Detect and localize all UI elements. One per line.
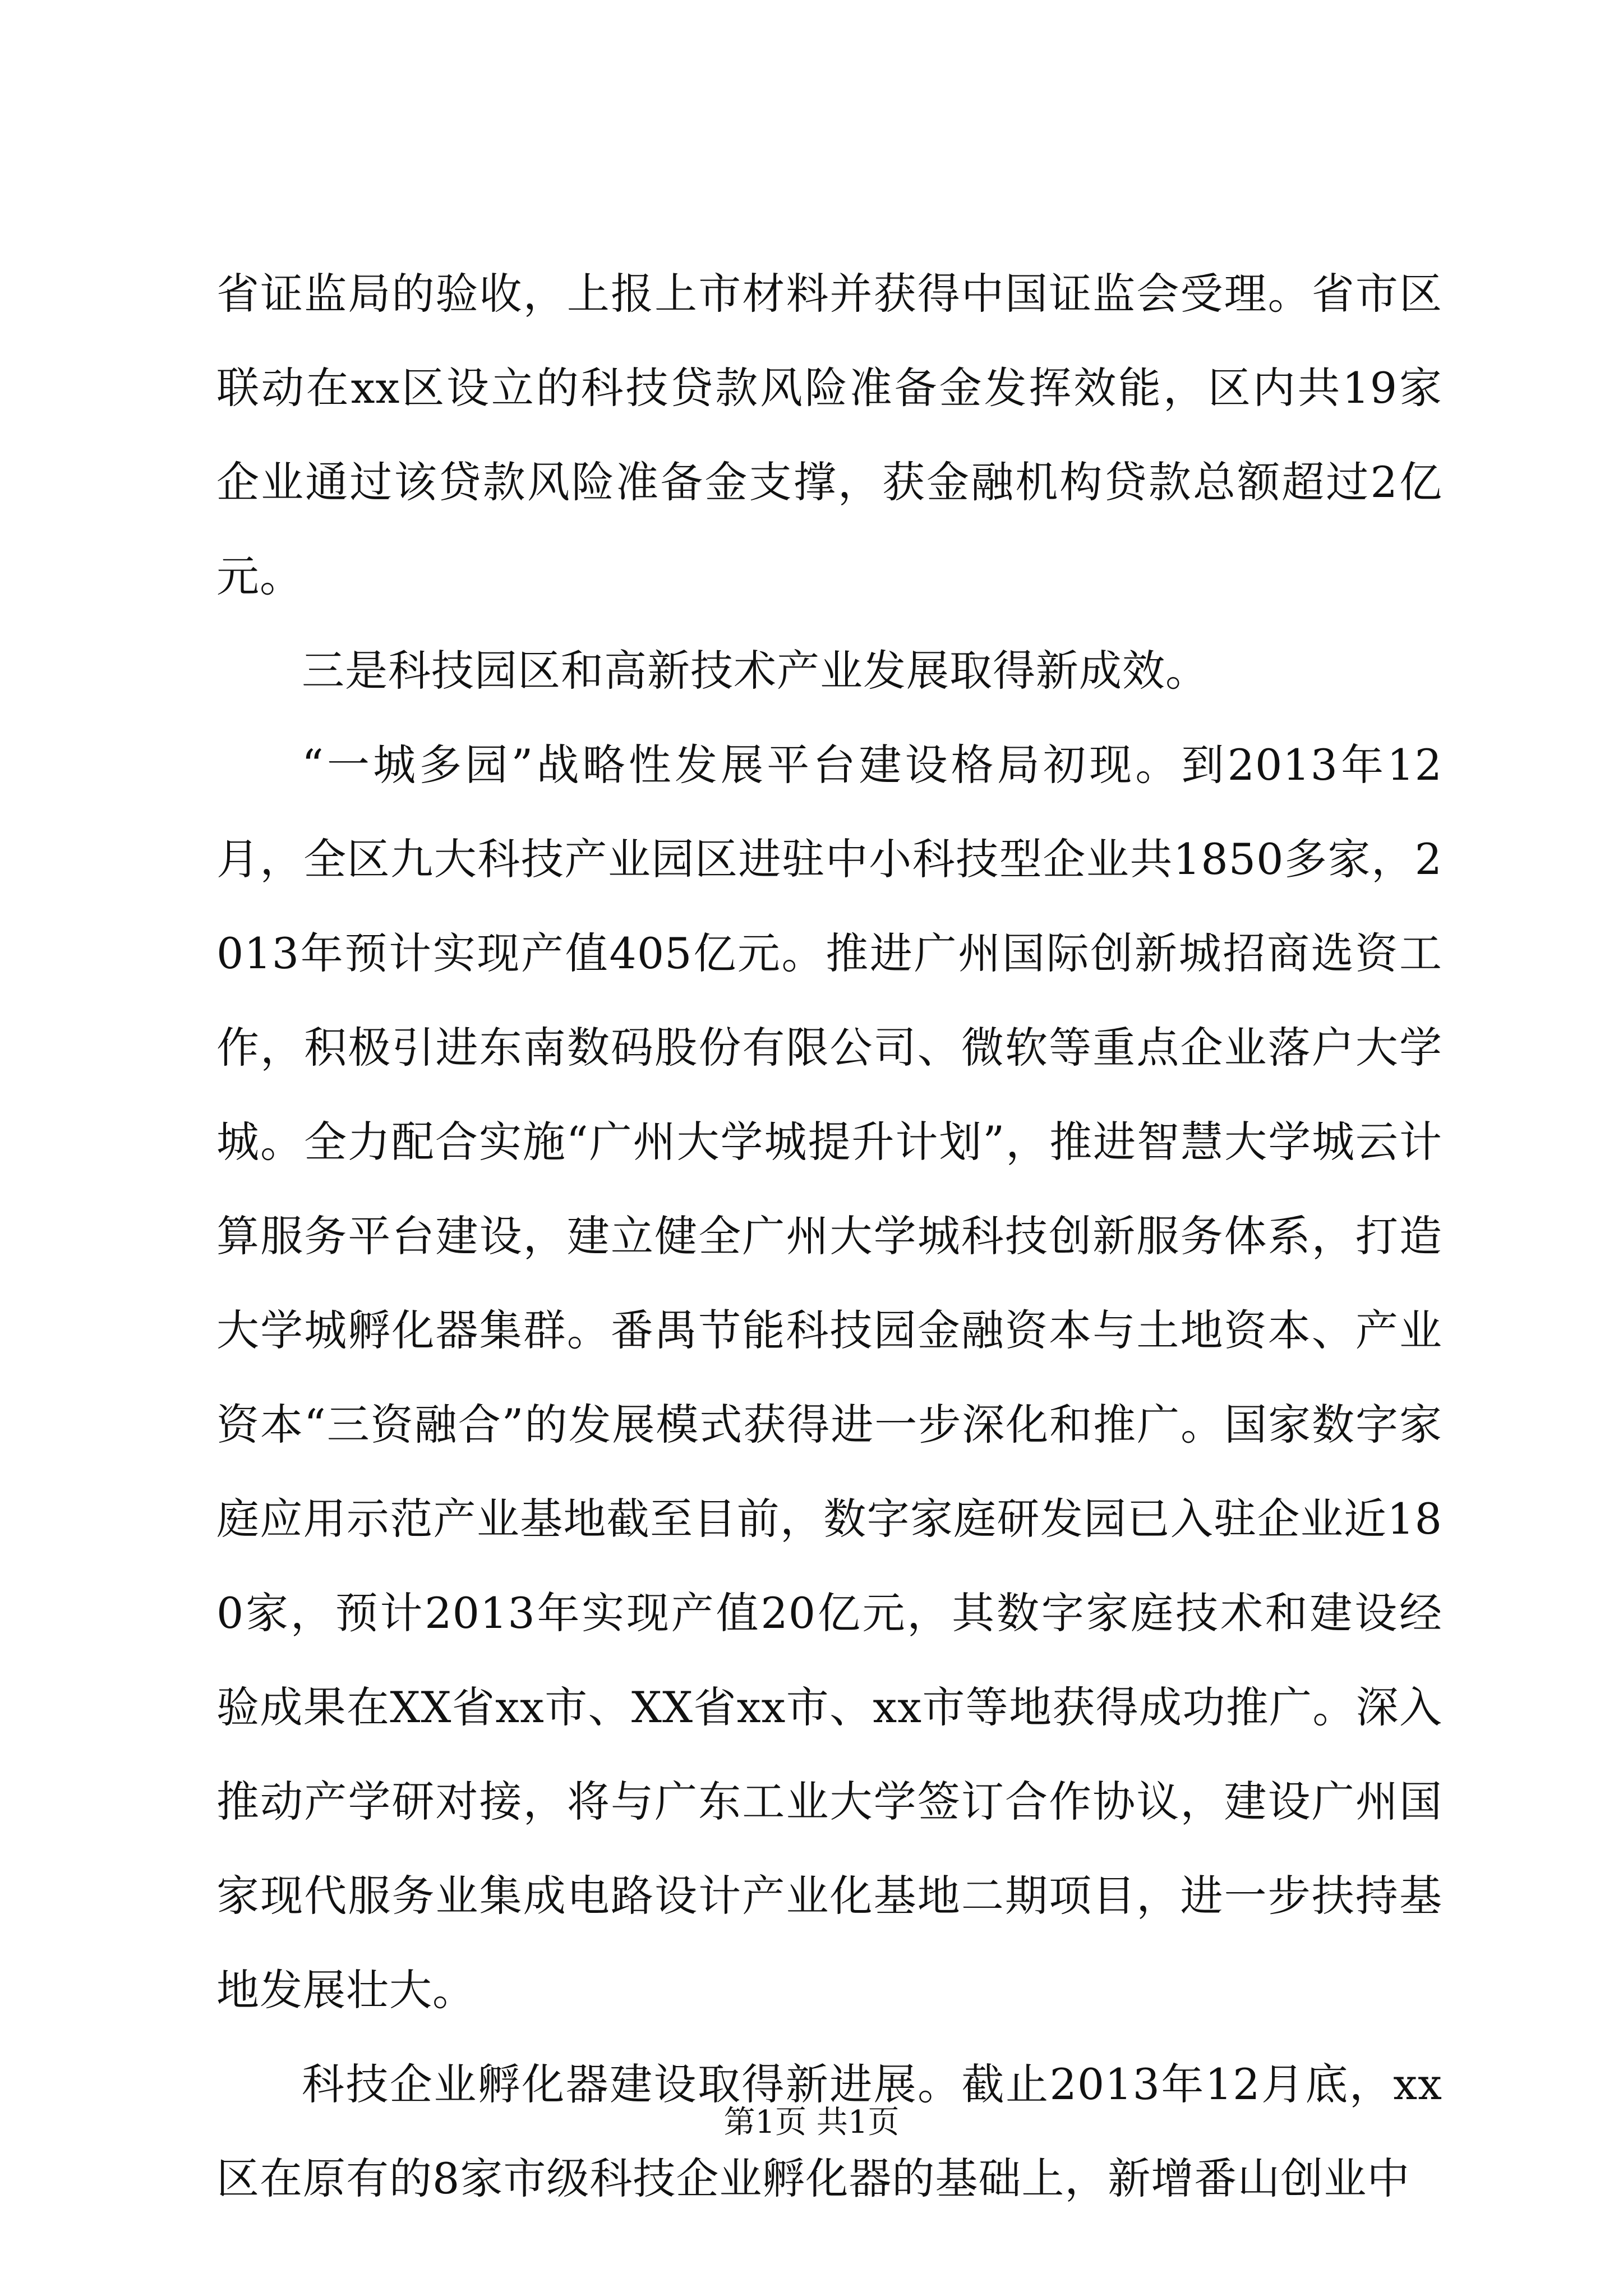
paragraph-3: “一城多园”战略性发展平台建设格局初现。到2013年12月，全区九大科技产业园区进驻中小科技型企业共1850多家，2013年预计实现产值405亿元。推进广州国际创新城招商选资工作，积极引进东南数码股份有限公司、微软等重点企业落户大学城。全力配合实施“广州大学城提升计划”，推进智慧大学城云计算服务平台建设，建立健全广州大学城科技创新服务体系，打造大学城孵化器集群。番禺节能科技园金融资本与土地资本、产业资本“三资融合”的发展模式获得进一步深化和推广。国家数字家庭应用示范产业基地截至目前，数字家庭研发园已入驻企业近180家，预计2013年实现产值20亿元，其数字家庭技术和建设经验成果在XX省xx市、XX省xx市、xx市等地获得成功推广。深入推动产学研对接，将与广东工业大学签订合作协议，建设广州国家现代服务业集成电路设计产业化基地二期项目，进一步扶持基地发展壮大。: [216, 740, 1442, 2015]
paragraph-1: 省证监局的验收，上报上市材料并获得中国证监会受理。省市区联动在xx区设立的科技贷款风险准备金发挥效能，区内共19家企业通过该贷款风险准备金支撑，获金融机构贷款总额超过2亿元。: [216, 269, 1442, 601]
paragraph-4: 科技企业孵化器建设取得新进展。截止2013年12月底，xx区在原有的8家市级科技企业孵化器的基础上，新增番山创业中: [216, 2059, 1442, 2203]
paragraph-2: 三是科技园区和高新技术产业发展取得新成效。: [302, 646, 1209, 696]
page-footer: 第1页 共1页: [723, 2104, 900, 2141]
document-body: [216, 247, 1442, 2226]
